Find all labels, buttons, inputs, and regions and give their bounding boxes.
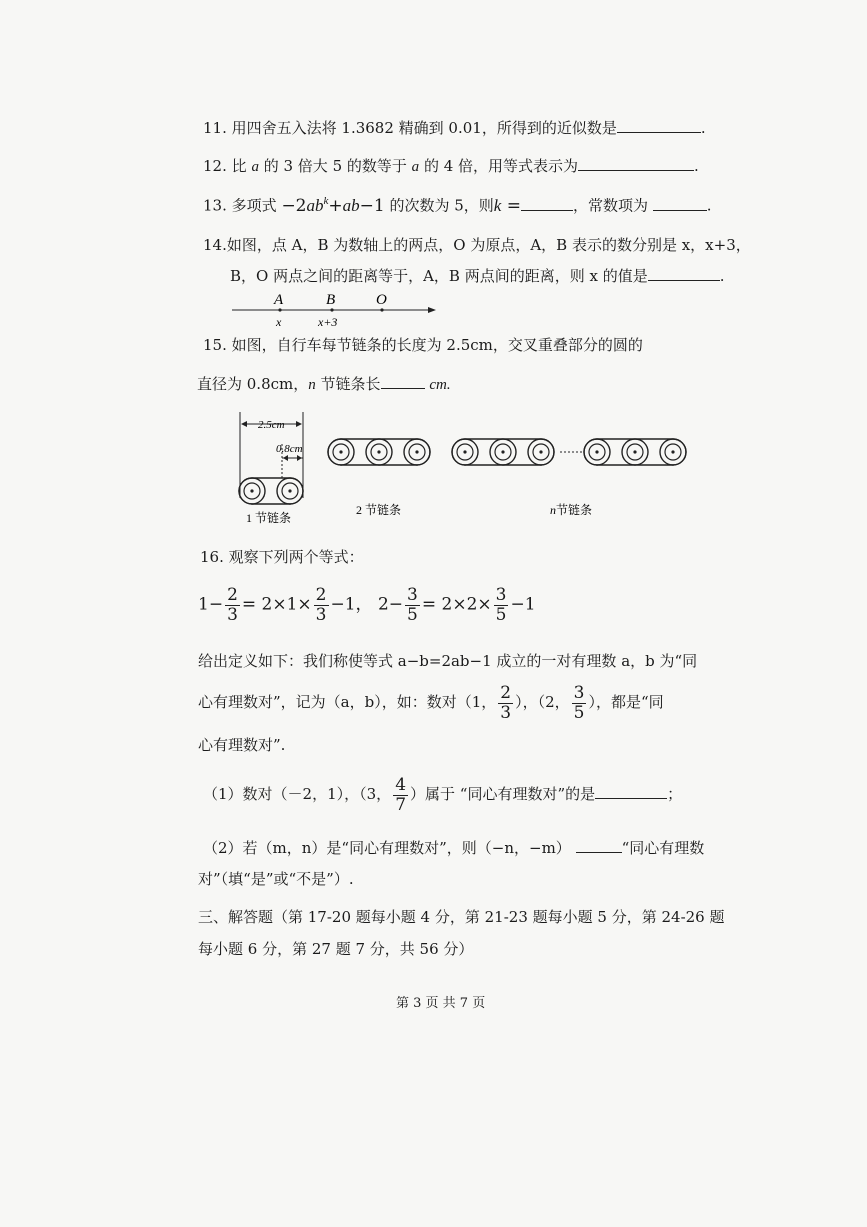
bike-chain-figure	[230, 408, 700, 533]
question-16: 16. 观察下列两个等式：	[200, 548, 364, 566]
question-14: 14.如图，点 A，B 为数轴上的两点，O 为原点，A，B 表示的数分别是 x，x+3，	[203, 236, 751, 254]
section-heading-line2: 每小题 6 分，第 27 题 7 分，共 56 分）	[198, 940, 474, 958]
question-15-line2: 直径为 0.8cm，n 节链条长 cm.	[197, 375, 451, 393]
part-2: （2）若（m，n）是“同心有理数对”，则（−n，−m） “同心有理数	[203, 839, 705, 857]
answer-blank[interactable]	[381, 374, 425, 389]
answer-blank[interactable]	[578, 156, 694, 171]
question-text: 用四舍五入法将 1.3682 精确到 0.01，所得到的近似数是	[231, 119, 617, 137]
number-line-figure	[228, 288, 444, 334]
question-13: 13. 多项式 $-2ab^k+ab-1$ 的次数为 5，则k = ，常数项为 .	[203, 195, 712, 216]
link-length-label: 2.5cm	[258, 419, 285, 431]
answer-blank[interactable]	[648, 266, 720, 281]
answer-blank[interactable]	[617, 118, 701, 133]
point-b-label: B	[326, 292, 336, 308]
question-number: 14.	[203, 236, 227, 254]
caption-n-var: n	[550, 503, 556, 517]
point-o-label: O	[376, 292, 387, 308]
question-14-line2: B，O 两点之间的距离等于，A，B 两点间的距离，则 x 的值是 .	[230, 267, 725, 285]
diameter-label: 0.8cm	[276, 443, 303, 455]
caption-1-link: 1 节链条	[246, 511, 292, 525]
definition-line-1: 给出定义如下：我们称使等式 a−b=2ab−1 成立的一对有理数 a，b 为“同	[198, 652, 698, 670]
section-heading: 三、解答题（第 17-20 题每小题 4 分，第 21-23 题每小题 5 分，第 24-26 题	[198, 908, 725, 926]
example-equations: 1− $\frac{2}{3}$ = 2×1× $\frac{2}{3}$ −1， 2− $\frac{3}{5}$ = 2×2× $\frac{3}{5}$ −1	[198, 585, 536, 625]
answer-blank-k[interactable]	[521, 196, 573, 211]
point-b-value: x+3	[318, 315, 338, 329]
answer-blank[interactable]	[595, 784, 667, 799]
part-1: （1）数对（－2，1），（3， $\frac{4}{7}$ ）属于 “同心有理数对”的是 ；	[203, 775, 683, 815]
question-number: 13.	[203, 196, 227, 215]
page-number: 第 3 页 共 7 页	[396, 996, 486, 1011]
question-number: 15.	[203, 336, 227, 354]
definition-line-3: 心有理数对”.	[198, 736, 286, 754]
question-12: 12. 比 a 的 3 倍大 5 的数等于 a 的 4 倍，用等式表示为 .	[203, 157, 699, 175]
two-link-chain	[328, 439, 430, 517]
one-link-chain	[239, 412, 303, 525]
answer-blank-constant[interactable]	[653, 196, 707, 211]
polynomial: $-2ab^k+ab-1$	[281, 195, 385, 216]
point-a-value: x	[276, 315, 282, 329]
question-15: 15. 如图，自行车每节链条的长度为 2.5cm，交叉重叠部分的圆的	[203, 336, 643, 354]
part-2-line2: 对”（填“是”或“不是”）.	[198, 870, 354, 888]
caption-2-link: 2 节链条	[356, 503, 402, 517]
svg-text:n节链条	[550, 502, 592, 517]
answer-blank[interactable]	[576, 838, 622, 853]
question-number: 11.	[203, 119, 227, 137]
question-number: 12.	[203, 157, 227, 175]
point-a-label: A	[274, 292, 284, 308]
caption-n-link: 节链条	[556, 503, 593, 517]
question-11: 11. 用四舍五入法将 1.3682 精确到 0.01，所得到的近似数是 .	[203, 119, 706, 137]
question-number: 16.	[200, 548, 224, 566]
definition-line-2: 心有理数对”，记为（a，b），如：数对（1， $\frac{2}{3}$ ），（2， $\frac{3}{5}$ ），都是“同	[198, 683, 664, 723]
n-link-chain	[452, 439, 686, 517]
